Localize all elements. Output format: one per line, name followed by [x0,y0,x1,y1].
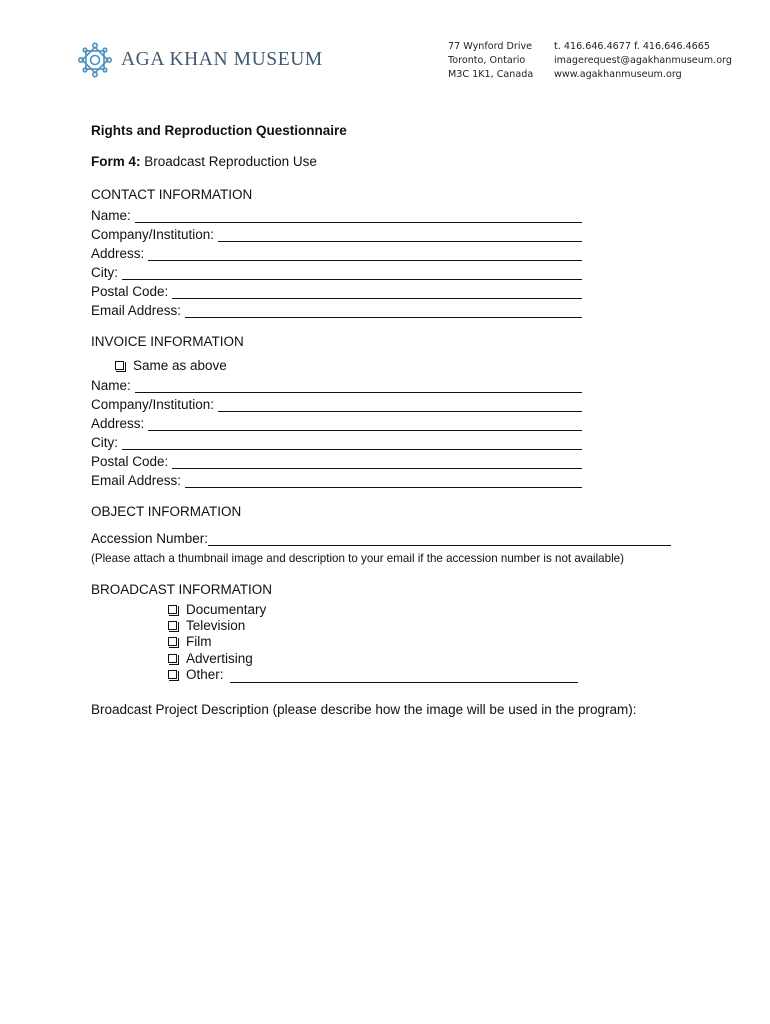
advertising-checkbox[interactable] [168,650,253,667]
contact-address-field[interactable] [91,244,582,261]
email-link[interactable]: imagerequest@agakhanmuseum.org [554,55,732,66]
org-name: AGA KHAN MUSEUM [121,49,323,70]
field-label: Company/Institution: [91,227,215,242]
invoice-postal-field[interactable] [91,452,582,469]
input-line[interactable] [122,437,582,450]
logo [78,42,323,78]
checkbox-label: Same as above [133,358,227,373]
input-line[interactable] [172,286,582,299]
checkbox-icon[interactable] [168,605,177,614]
contact-city-field[interactable] [91,263,582,280]
invoice-city-field[interactable] [91,433,582,450]
address-line: M3C 1K1, Canada [448,69,534,80]
contact-name-field[interactable] [91,206,582,223]
checkbox-label: Film [186,634,212,649]
input-line[interactable] [218,229,582,242]
aga-khan-logo-icon [78,42,112,78]
input-line[interactable] [185,475,582,488]
invoice-company-field[interactable] [91,395,582,412]
checkbox-label: Television [186,618,246,633]
invoice-heading: INVOICE INFORMATION [91,334,244,349]
checkbox-icon[interactable] [168,670,177,679]
field-label: Email Address: [91,303,182,318]
checkbox-icon[interactable] [168,621,177,630]
contact-postal-field[interactable] [91,282,582,299]
checkbox-icon[interactable] [168,637,177,646]
address-line: Toronto, Ontario [448,55,526,66]
contact-block [554,40,732,82]
field-label: Address: [91,416,145,431]
phone-fax: t. 416.646.4677 f. 416.646.4665 [554,41,710,52]
input-line[interactable] [135,380,582,393]
invoice-name-field[interactable] [91,376,582,393]
contact-company-field[interactable] [91,225,582,242]
invoice-email-field[interactable] [91,471,582,488]
contact-email-field[interactable] [91,301,582,318]
other-checkbox[interactable] [168,666,578,683]
broadcast-heading: BROADCAST INFORMATION [91,582,273,597]
same-as-above-checkbox[interactable] [115,357,227,374]
project-description-label: Broadcast Project Description (please describe how the image will be used in the program): [91,702,637,717]
checkbox-icon[interactable] [168,654,177,663]
field-label: Email Address: [91,473,182,488]
input-line[interactable] [135,210,582,223]
field-label: City: [91,435,118,450]
input-line[interactable] [122,267,582,280]
field-label: Company/Institution: [91,397,215,412]
field-label: Name: [91,378,131,393]
form-title: Rights and Reproduction Questionnaire [91,123,347,138]
form-subtitle [91,154,317,169]
field-label: Address: [91,246,145,261]
input-line[interactable] [172,456,582,469]
accession-note: (Please attach a thumbnail image and description to your email if the accession number is not available) [91,552,624,565]
input-line[interactable] [185,305,582,318]
checkbox-icon[interactable] [115,361,124,370]
form-number: Form 4: [91,154,141,169]
contact-heading: CONTACT INFORMATION [91,187,253,202]
other-input-line[interactable] [230,670,578,683]
field-label: Accession Number: [91,531,209,546]
address-block [448,40,533,82]
checkbox-label: Other: [186,667,224,682]
documentary-checkbox[interactable] [168,601,266,618]
input-line[interactable] [148,248,582,261]
input-line[interactable] [208,533,671,546]
website-link[interactable]: www.agakhanmuseum.org [554,69,682,80]
input-line[interactable] [148,418,582,431]
address-line: 77 Wynford Drive [448,41,533,52]
input-line[interactable] [218,399,582,412]
checkbox-label: Advertising [186,651,253,666]
object-heading: OBJECT INFORMATION [91,504,242,519]
invoice-address-field[interactable] [91,414,582,431]
television-checkbox[interactable] [168,617,245,634]
form-type: Broadcast Reproduction Use [140,154,317,169]
field-label: Postal Code: [91,454,169,469]
film-checkbox[interactable] [168,633,212,650]
checkbox-label: Documentary [186,602,267,617]
accession-number-field[interactable] [91,529,671,546]
field-label: City: [91,265,118,280]
field-label: Name: [91,208,131,223]
field-label: Postal Code: [91,284,169,299]
